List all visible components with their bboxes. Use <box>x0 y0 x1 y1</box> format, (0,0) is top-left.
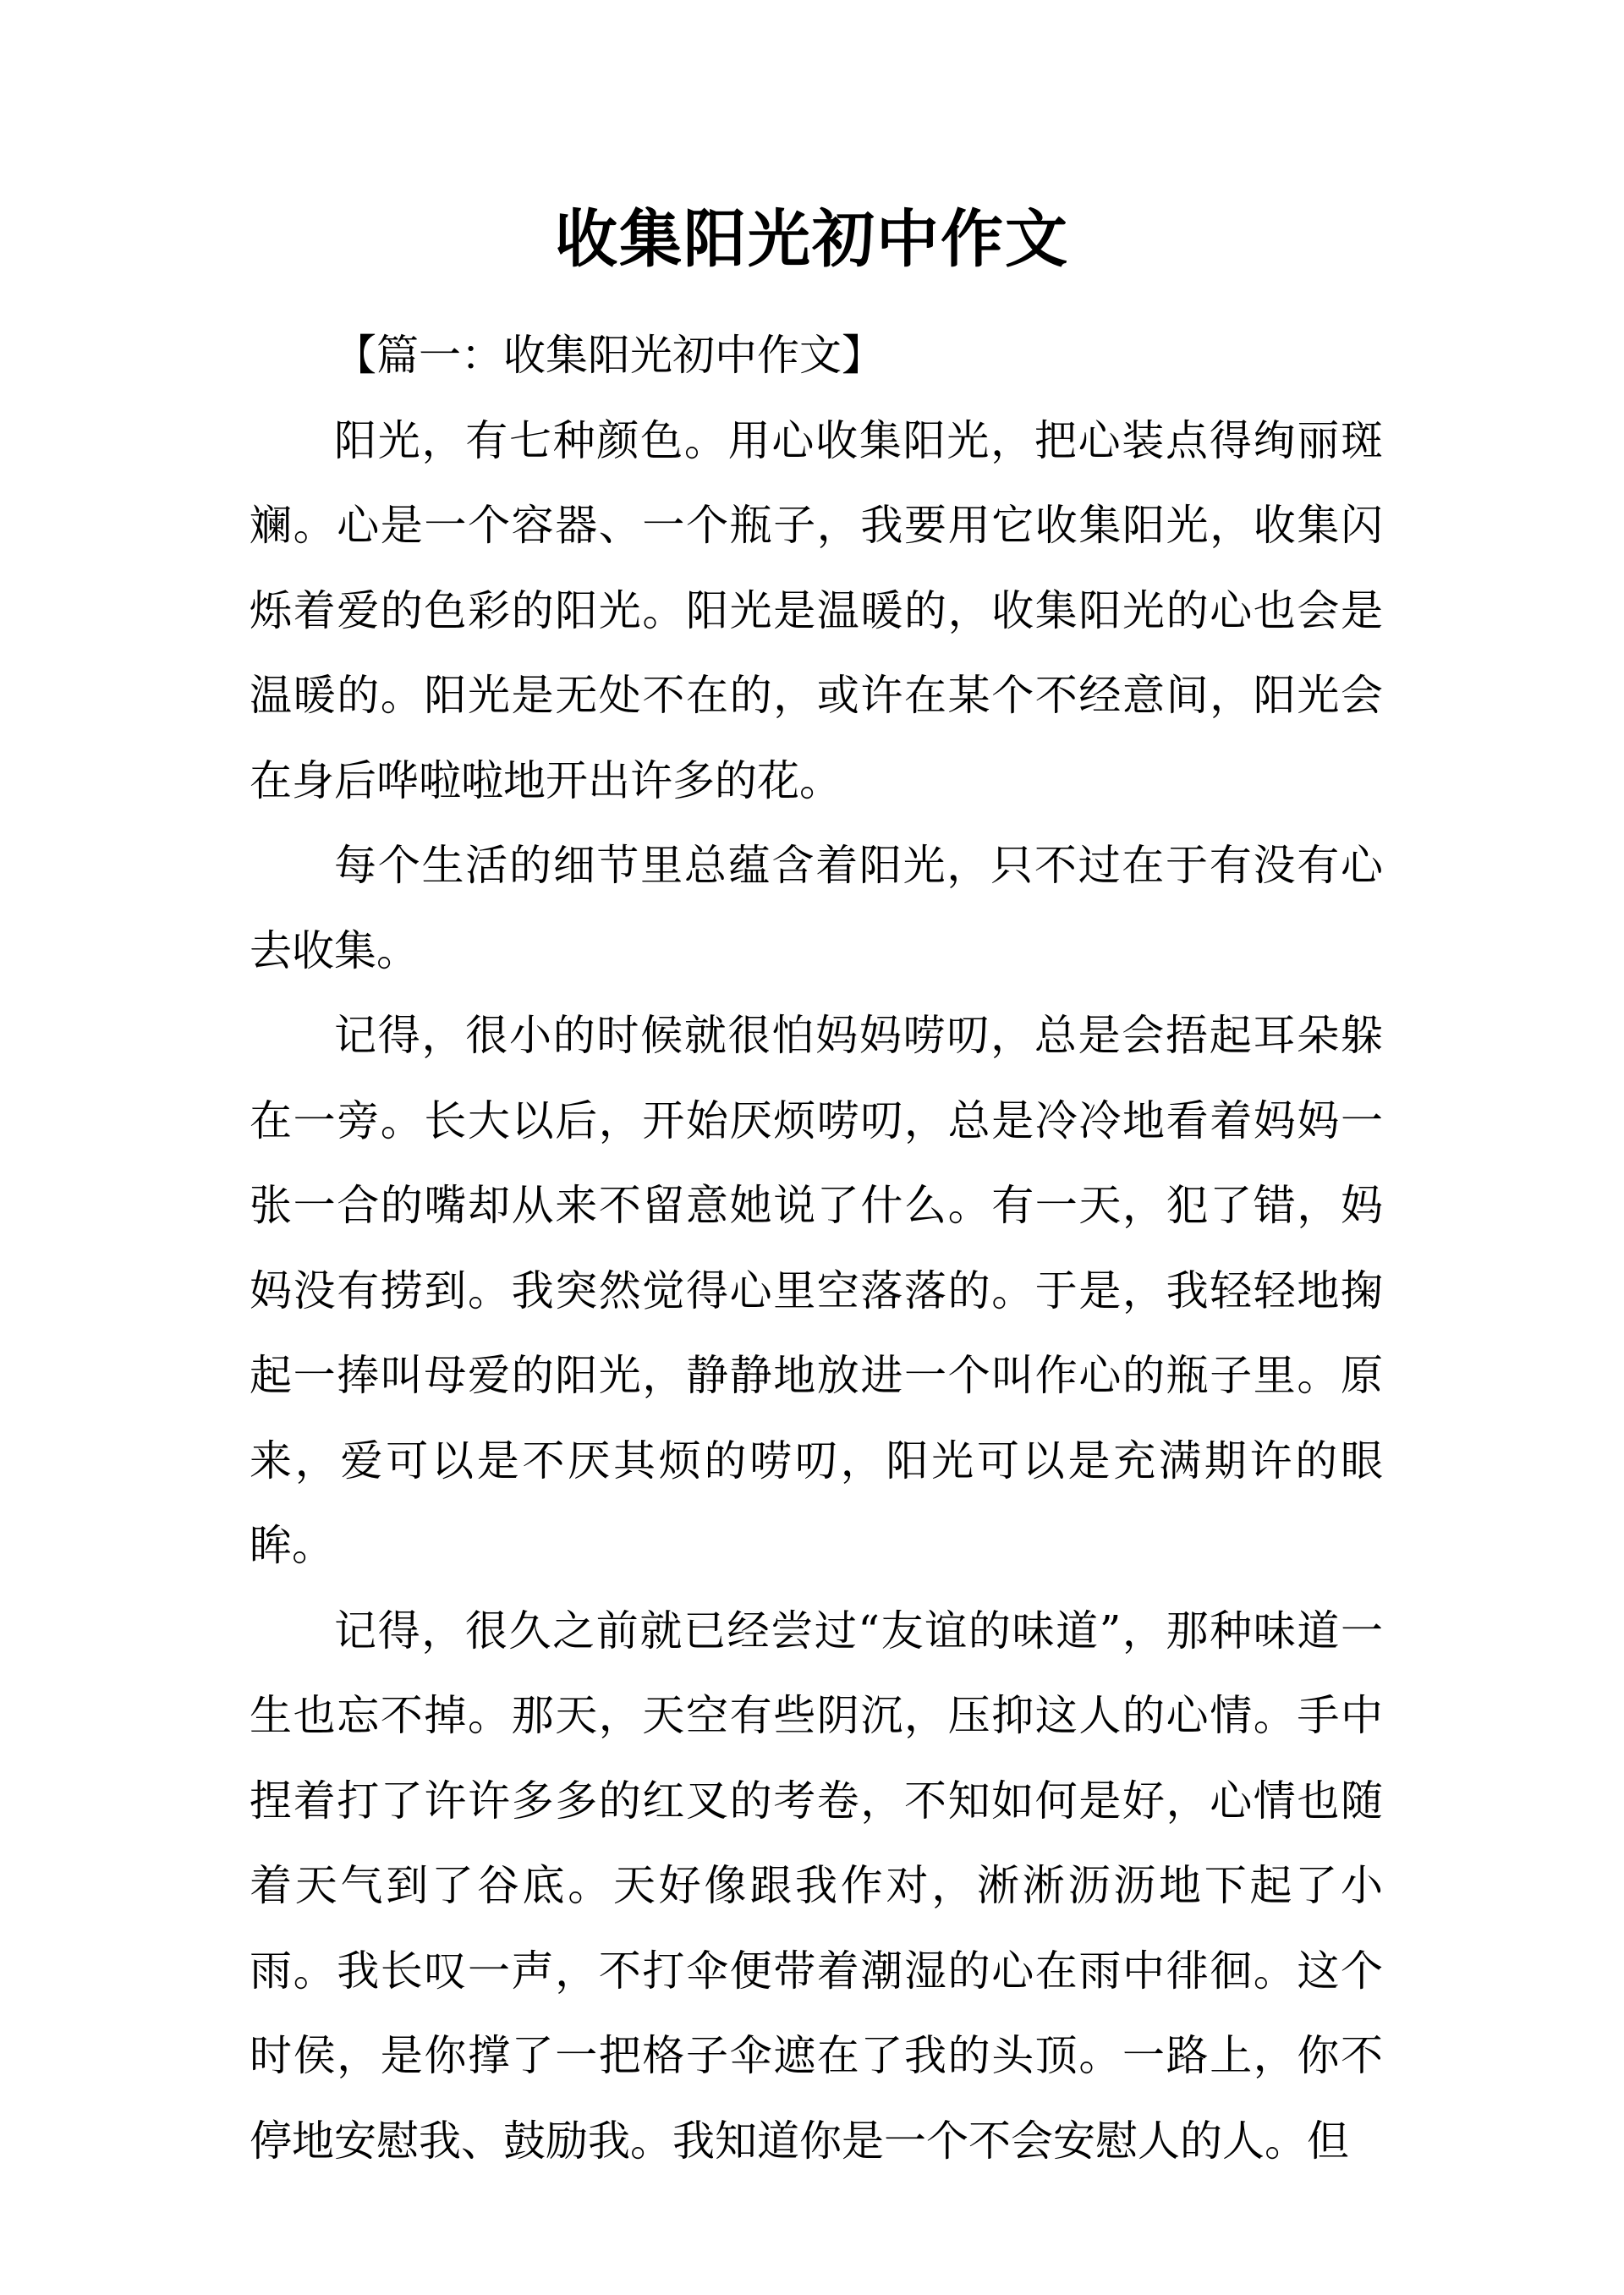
paragraph-1: 阳光，有七种颜色。用心收集阳光，把心装点得绚丽斑斓。心是一个容器、一个瓶子，我要用它收集阳光，收集闪烁着爱的色彩的阳光。阳光是温暖的，收集阳光的心也会是温暖的。阳光是无处不在的，或许在某个不经意间，阳光会在身后哗啦啦地开出许多的花。 <box>250 415 1383 805</box>
document-title: 收集阳光初中作文 <box>555 203 1069 276</box>
paragraph-2: 每个生活的细节里总蕴含着阳光，只不过在于有没有心去收集。 <box>250 841 1383 975</box>
paragraph-4: 记得，很久之前就已经尝过“友谊的味道”，那种味道一生也忘不掉。那天，天空有些阴沉，压抑这人的心情。手中捏着打了许许多多的红叉的考卷，不知如何是好，心情也随着天气到了谷底。天好像跟我作对，淅淅沥沥地下起了小雨。我长叹一声，不打伞便带着潮湿的心在雨中徘徊。这个时侯，是你撑了一把格子伞遮在了我的头顶。一路上，你不停地安慰我、鼓励我。我知道你是一个不会安慰人的人。但 <box>250 1606 1383 2166</box>
paragraph-3: 记得，很小的时候就很怕妈妈唠叨，总是会捂起耳朵躲在一旁。长大以后，开始厌烦唠叨，总是冷冷地看着妈妈一张一合的嘴却从来不留意她说了什么。有一天，犯了错，妈妈没有捞到。我突然觉得心里空落落的。于是，我轻轻地掬起一捧叫母爱的阳光，静静地放进一个叫作心的瓶子里。原来，爱可以是不厌其烦的唠叨，阳光可以是充满期许的眼眸。 <box>250 1011 1383 1570</box>
document-body <box>250 313 1383 2183</box>
section-heading: 【篇一：收集阳光初中作文】 <box>334 331 884 380</box>
